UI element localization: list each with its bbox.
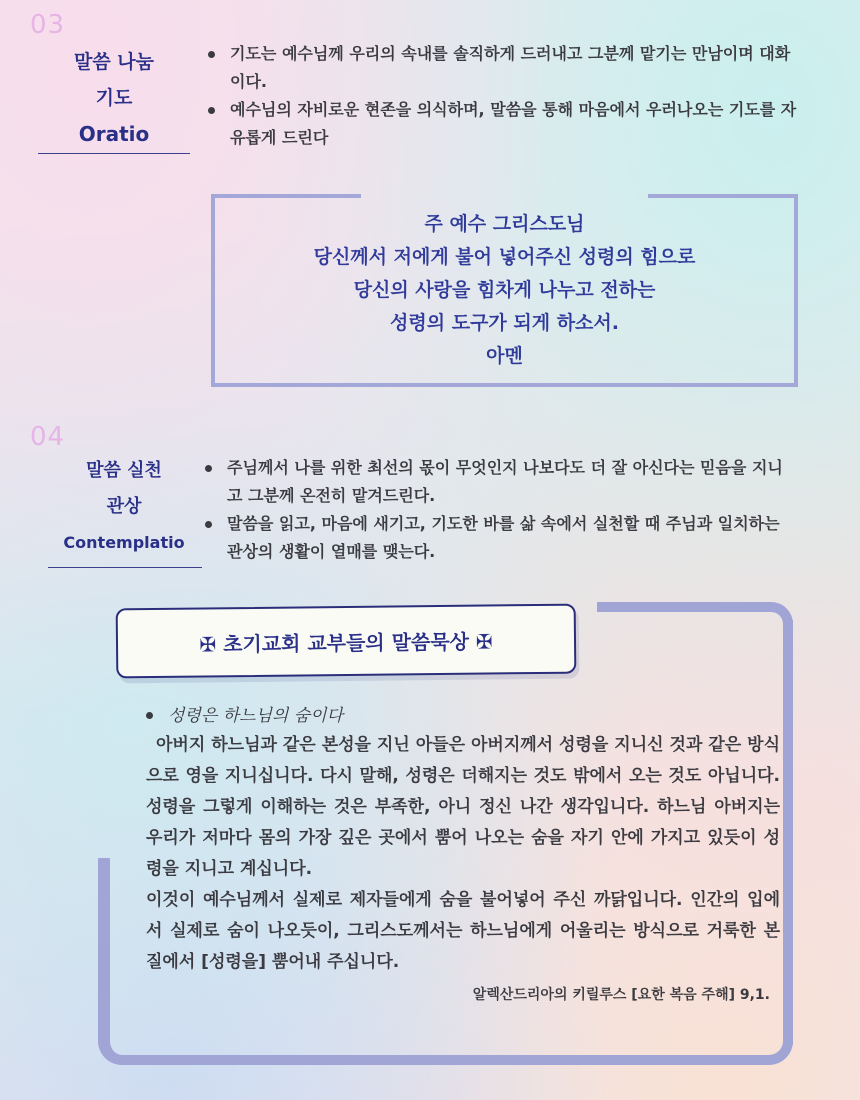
- section-3-title-line-3: Oratio: [78, 122, 150, 146]
- prayer-line-5: 아멘: [486, 345, 523, 367]
- section-4-number: 04: [30, 422, 66, 452]
- frame-top-right-corner: [763, 602, 793, 632]
- section-4-title-line-3: Contemplatio: [63, 533, 185, 552]
- section-4-bullets: [201, 454, 786, 566]
- patristic-content: [146, 702, 780, 1004]
- section-3-bullet-1: 기도는 예수님께 우리의 속내를 솔직하게 드러내고 그분께 맡기는 만남이며 대화이다.: [204, 40, 804, 96]
- prayer-line-2: 당신께서 저에게 불어 넣어주신 성령의 힘으로: [313, 246, 696, 268]
- patristic-subtitle-row: [146, 702, 780, 730]
- prayer-box-top-right-edge: [648, 194, 798, 198]
- frame-top-edge: [597, 602, 777, 612]
- prayer-line-4: 성령의 도구가 되게 하소서.: [390, 312, 619, 334]
- section-4-bullet-1: 주님께서 나를 위한 최선의 몫이 무엇인지 나보다도 더 잘 아신다는 믿음을 지니고 그분께 온전히 맡겨드린다.: [201, 454, 786, 510]
- prayer-line-3: 당신의 사랑을 힘차게 나누고 전하는: [353, 279, 656, 301]
- bullet-dot-icon: [208, 107, 215, 114]
- prayer-text: [215, 208, 794, 373]
- prayer-line-1: 주 예수 그리스도님: [424, 213, 585, 235]
- section-3-title-line-1: 말씀 나눔: [73, 51, 155, 73]
- bullet-dot-icon: [205, 521, 212, 528]
- patristic-banner: [116, 604, 577, 679]
- section-3-number: 03: [30, 10, 66, 40]
- section-3-divider: [38, 153, 190, 154]
- section-3-title: [38, 44, 190, 152]
- section-3-bullet-2: 예수님의 자비로운 현존을 의식하며, 말씀을 통해 마음에서 우러나오는 기도를 자유롭게 드린다: [204, 96, 804, 152]
- section-4-divider: [48, 567, 202, 568]
- frame-right-edge: [783, 620, 793, 1045]
- bullet-dot-icon: [208, 51, 215, 58]
- patristic-banner-text: ✠ 초기교회 교부들의 말씀묵상 ✠: [199, 628, 493, 657]
- section-4-title: [48, 453, 200, 561]
- section-4-title-line-2: 관상: [106, 496, 142, 517]
- prayer-box-top-left-edge: [211, 194, 361, 198]
- patristic-body: 아버지 하느님과 같은 본성을 지닌 아들은 아버지께서 성령을 지니신 것과 같은 방식으로 영을 지니십니다. 다시 말해, 성령은 더해지는 것도 밖에서 오는 것도 아닙니다. 성령을 그렇게 이해하는 것은 부족한, 아니 정신 나간 생각입니다. 하느님 아버지는 우리가 저마다 몸의 가장 깊은 곳에서 뿜어 나오는 숨을 자기 안에 가지고 있듯이 성령을 지니고 계십니다.: [146, 735, 780, 879]
- section-3-title-line-2: 기도: [95, 87, 133, 109]
- section-4-title-line-1: 말씀 실천: [86, 460, 162, 481]
- section-3-bullets: [204, 40, 804, 152]
- section-4-bullet-2: 말씀을 읽고, 마음에 새기고, 기도한 바를 삶 속에서 실천할 때 주님과 일치하는 관상의 생활이 열매를 맺는다.: [201, 510, 786, 566]
- frame-bottom-edge: [98, 1010, 793, 1065]
- patristic-body-2: 이것이 예수님께서 실제로 제자들에게 숨을 불어넣어 주신 까닭입니다. 인간의 입에서 실제로 숨이 나오듯이, 그리스도께서는 하느님에게 어울리는 방식으로 거룩한 본질에서 [성령을] 뿜어내 주십니다.: [146, 890, 780, 972]
- patristic-subtitle: 성령은 하느님의 숨이다: [168, 706, 344, 726]
- bullet-dot-icon: [205, 465, 212, 472]
- frame-left-edge: [98, 858, 110, 1028]
- patristic-source: 알렉산드리아의 키릴루스 [요한 복음 주해] 9,1.: [472, 987, 770, 1003]
- bullet-dot-icon: [146, 712, 153, 719]
